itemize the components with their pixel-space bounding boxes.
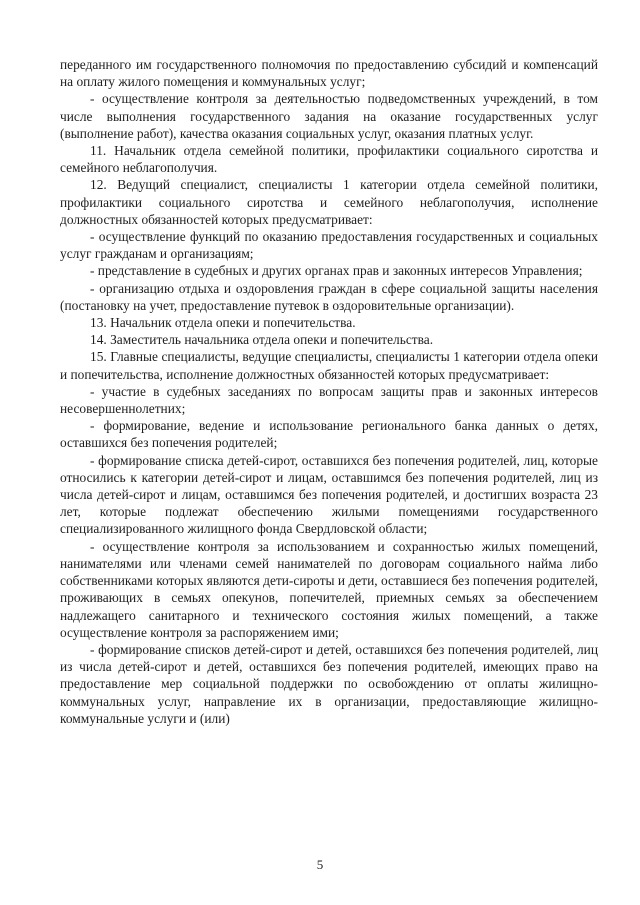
paragraph: - осуществление функций по оказанию предоставления государственных и социальных услуг гражданам и организациям; — [60, 229, 598, 262]
paragraph: - формирование списка детей-сирот, оставшихся без попечения родителей, лиц, которые относились к категории детей-сирот и лицам, оставшимся без попечения родителей, лиц из числа детей-сирот и лицам, оставшимся без попечения родителей, и достигших возраста 23 лет, которые подлежат обеспечению жилыми помещениями государственного специализированного жилищного фонда Свердловской области; — [60, 452, 598, 537]
paragraph: - формирование списков детей-сирот и детей, оставшихся без попечения родителей, лиц из числа детей-сирот и детей, оставшихся без попечения родителей, имеющих право на предоставление мер социальной поддержки по освобождению от оплаты жилищно-коммунальных услуг, направление их в организации, предоставляющие жилищно-коммунальные услуги и (или) — [60, 641, 598, 726]
paragraph: - осуществление контроля за использованием и сохранностью жилых помещений, нанимателями или членами семей нанимателей по договорам социального найма либо собственниками которых являются дети-сироты и дети, оставшиеся без попечения родителей, проживающих в семьях опекунов, попечителей, приемных семьях за обеспечением надлежащего санитарного и технического состояния жилых помещений, а также осуществление контроля за распоряжением ими; — [60, 538, 598, 640]
paragraph: - участие в судебных заседаниях по вопросам защиты прав и законных интересов несовершеннолетних; — [60, 383, 598, 417]
paragraph: 14. Заместитель начальника отдела опеки и попечительства. — [90, 332, 434, 348]
paragraph: - осуществление контроля за деятельностью подведомственных учреждений, в том числе выполнения государственного задания на оказание государственных услуг (выполнение работ), качества оказания социальных услуг, оказания платных услуг. — [60, 91, 598, 141]
paragraph: - формирование, ведение и использование регионального банка данных о детях, оставшихся без попечения родителей; — [60, 418, 598, 451]
paragraph: 12. Ведущий специалист, специалисты 1 категории отдела семейной политики, профилактики социального сиротства и семейного неблагополучия, исполнение должностных обязанностей которых предусматривает: — [60, 177, 598, 227]
paragraph: 11. Начальник отдела семейной политики, профилактики социального сиротства и семейного неблагополучия. — [60, 143, 598, 176]
paragraph: 15. Главные специалисты, ведущие специалисты, специалисты 1 категории отдела опеки и попечительства, исполнение должностных обязанностей которых предусматривает: — [60, 349, 598, 382]
paragraph: переданного им государственного полномочия по предоставлению субсидий и компенсаций на оплату жилого помещения и коммунальных услуг; — [60, 57, 598, 90]
page-number: 5 — [316, 857, 324, 872]
paragraph: - представление в судебных и других органах прав и законных интересов Управления; — [90, 263, 583, 279]
document-body — [60, 56, 598, 727]
paragraph: 13. Начальник отдела опеки и попечительства. — [90, 315, 356, 331]
paragraph: - организацию отдыха и оздоровления граждан в сфере социальной защиты населения (постановку на учет, предоставление путевок в оздоровительные организации). — [60, 280, 598, 313]
